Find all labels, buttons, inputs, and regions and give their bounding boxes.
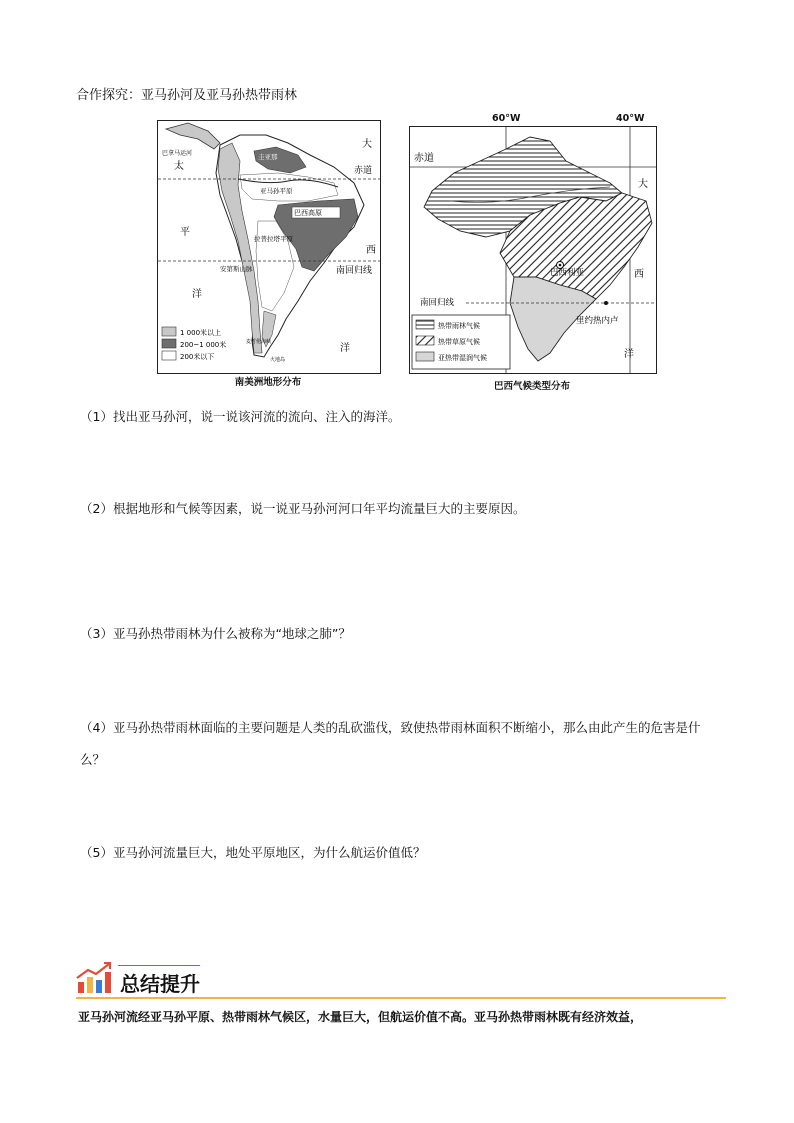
- legend-label: 热带草原气候: [438, 338, 480, 346]
- region-label: 拉普拉塔平原: [254, 235, 293, 243]
- legend-swatch-low: [162, 351, 176, 360]
- terrain-map-drawing: [158, 121, 380, 373]
- ocean-label: 平: [180, 227, 190, 238]
- legend-label: 热带雨林气候: [438, 322, 480, 330]
- summary-top-rule: [118, 965, 200, 966]
- question-5: （5）亚马孙河流量巨大，地处平原地区，为什么航运价值低？: [80, 845, 426, 860]
- ocean-label: 大: [638, 179, 648, 190]
- section-title: 合作探究：亚马孙河及亚马孙热带雨林: [76, 88, 298, 103]
- summary-title: 总结提升: [120, 972, 200, 996]
- region-label: 亚马孙平原: [260, 187, 293, 195]
- ocean-label: 洋: [340, 343, 350, 354]
- longitude-label-60w: 60°W: [492, 113, 521, 124]
- brazil-climate-map: [409, 126, 657, 374]
- brasilia-dot: [559, 264, 562, 267]
- city-label-brasilia: 巴西利亚: [550, 268, 585, 278]
- legend-swatch-savanna: [416, 336, 434, 345]
- rio-marker: [604, 301, 608, 305]
- tropic-label: 南回归线: [420, 298, 455, 308]
- ocean-label: 洋: [624, 349, 634, 360]
- chart-growth-icon: [76, 962, 112, 994]
- longitude-label-40w: 40°W: [616, 113, 645, 124]
- climate-map-drawing: [410, 127, 656, 373]
- region-label: 麦哲伦海峡: [246, 339, 272, 345]
- region-label: 圭亚那: [258, 153, 278, 161]
- region-label: 火地岛: [270, 357, 286, 363]
- tropic-label: 南回归线: [336, 266, 373, 276]
- equator-label: 赤道: [414, 153, 434, 164]
- climate-map-caption: 巴西气候类型分布: [493, 381, 570, 392]
- question-3: （3）亚马孙热带雨林为什么被称为“地球之肺”？: [80, 626, 351, 641]
- city-label-rio: 里约热内卢: [576, 316, 619, 326]
- south-america-terrain-map: [157, 120, 381, 374]
- ocean-label: 洋: [192, 289, 202, 300]
- ocean-label: 西: [366, 245, 376, 256]
- legend-label: 200~1 000米: [180, 341, 227, 349]
- question-4: （4）亚马孙热带雨林面临的主要问题是人类的乱砍滥伐，致使热带雨林面积不断缩小，那么由此产生的危害是什么？: [80, 720, 701, 767]
- region-label: 安第斯山脉: [220, 265, 253, 273]
- ocean-label: 大: [362, 139, 372, 150]
- legend-swatch-high: [162, 327, 176, 336]
- equator-label: 赤道: [354, 166, 373, 176]
- region-label: 巴拿马运河: [162, 150, 193, 157]
- legend-swatch-mid: [162, 339, 176, 348]
- ocean-label: 太: [174, 161, 184, 172]
- legend-swatch-rainforest: [416, 320, 434, 329]
- question-2: （2）根据地形和气候等因素，说一说亚马孙河河口年平均流量巨大的主要原因。: [80, 501, 526, 516]
- summary-divider: [76, 997, 726, 999]
- central-america-land: [166, 123, 220, 149]
- terrain-map-caption: 南美洲地形分布: [234, 377, 302, 388]
- summary-text: 亚马孙河流经亚马孙平原、热带雨林气候区，水量巨大，但航运价值不高。亚马孙热带雨林既有经济效益，: [78, 1010, 643, 1024]
- legend-label: 1 000米以上: [180, 329, 222, 337]
- region-label: 巴西高原: [294, 209, 322, 217]
- legend-label: 亚热带湿润气候: [438, 354, 487, 362]
- legend-swatch-subtropical: [416, 352, 434, 361]
- ocean-label: 西: [634, 269, 644, 280]
- question-1: （1）找出亚马孙河，说一说该河流的流向、注入的海洋。: [80, 409, 401, 424]
- legend-label: 200米以下: [180, 353, 215, 361]
